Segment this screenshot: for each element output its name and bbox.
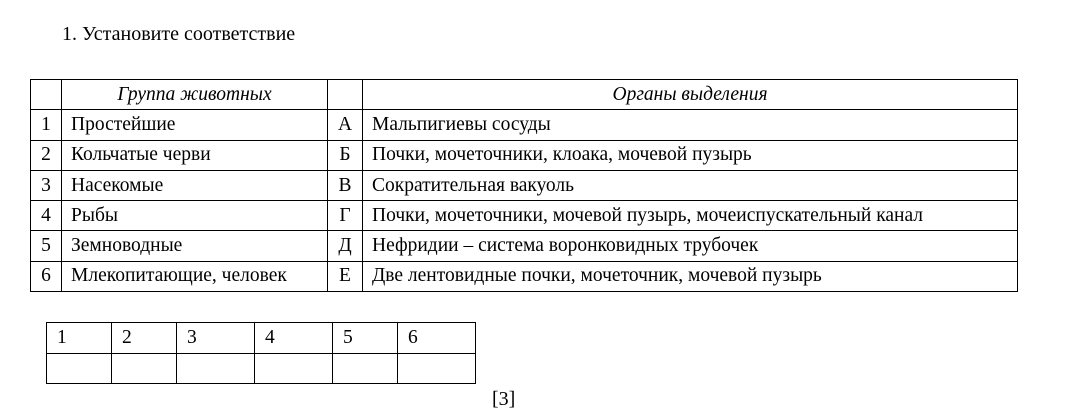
animal-group: Млекопитающие, человек [62, 261, 328, 291]
answer-cell[interactable] [177, 353, 255, 384]
row-number: 5 [31, 231, 62, 261]
answer-header-cell: 4 [255, 323, 333, 354]
matching-table [30, 79, 1018, 292]
answer-header-row [47, 323, 476, 354]
excretory-organ: Почки, мочеточники, мочевой пузырь, мочеиспускательный канал [363, 201, 1018, 231]
answer-cell[interactable] [255, 353, 333, 384]
animal-group: Земноводные [62, 231, 328, 261]
row-letter: Д [328, 231, 363, 261]
answer-header-cell: 2 [112, 323, 177, 354]
row-number: 2 [31, 140, 62, 170]
excretory-organ: Нефридии – система воронковидных трубочек [363, 231, 1018, 261]
empty-header-cell [31, 80, 62, 110]
answer-cell[interactable] [398, 353, 476, 384]
matching-table-header-row [31, 80, 1018, 110]
table-row [31, 231, 1018, 261]
excretory-organ: Почки, мочеточники, клоака, мочевой пузырь [363, 140, 1018, 170]
row-letter: Б [328, 140, 363, 170]
table-row [31, 110, 1018, 140]
header-excretory-organs: Органы выделения [363, 80, 1018, 110]
header-animal-group: Группа животных [62, 80, 328, 110]
animal-group: Рыбы [62, 201, 328, 231]
excretory-organ: Две лентовидные почки, мочеточник, мочевой пузырь [363, 261, 1018, 291]
answer-header-cell: 5 [333, 323, 398, 354]
animal-group: Кольчатые черви [62, 140, 328, 170]
table-row [31, 140, 1018, 170]
score-marker: [3] [492, 388, 516, 410]
row-letter: А [328, 110, 363, 140]
excretory-organ: Сократительная вакуоль [363, 170, 1018, 200]
answer-cell[interactable] [112, 353, 177, 384]
row-number: 6 [31, 261, 62, 291]
answer-cell[interactable] [333, 353, 398, 384]
task-title: 1. Установите соответствие [62, 23, 296, 45]
empty-header-cell [328, 80, 363, 110]
table-row [31, 170, 1018, 200]
row-number: 4 [31, 201, 62, 231]
answer-cell[interactable] [47, 353, 112, 384]
row-number: 1 [31, 110, 62, 140]
row-letter: Е [328, 261, 363, 291]
answer-input-row [47, 353, 476, 384]
row-letter: В [328, 170, 363, 200]
table-row [31, 201, 1018, 231]
table-row [31, 261, 1018, 291]
row-number: 3 [31, 170, 62, 200]
answer-header-cell: 3 [177, 323, 255, 354]
row-letter: Г [328, 201, 363, 231]
excretory-organ: Мальпигиевы сосуды [363, 110, 1018, 140]
answer-header-cell: 1 [47, 323, 112, 354]
animal-group: Простейшие [62, 110, 328, 140]
animal-group: Насекомые [62, 170, 328, 200]
answer-header-cell: 6 [398, 323, 476, 354]
answer-table [46, 322, 476, 384]
